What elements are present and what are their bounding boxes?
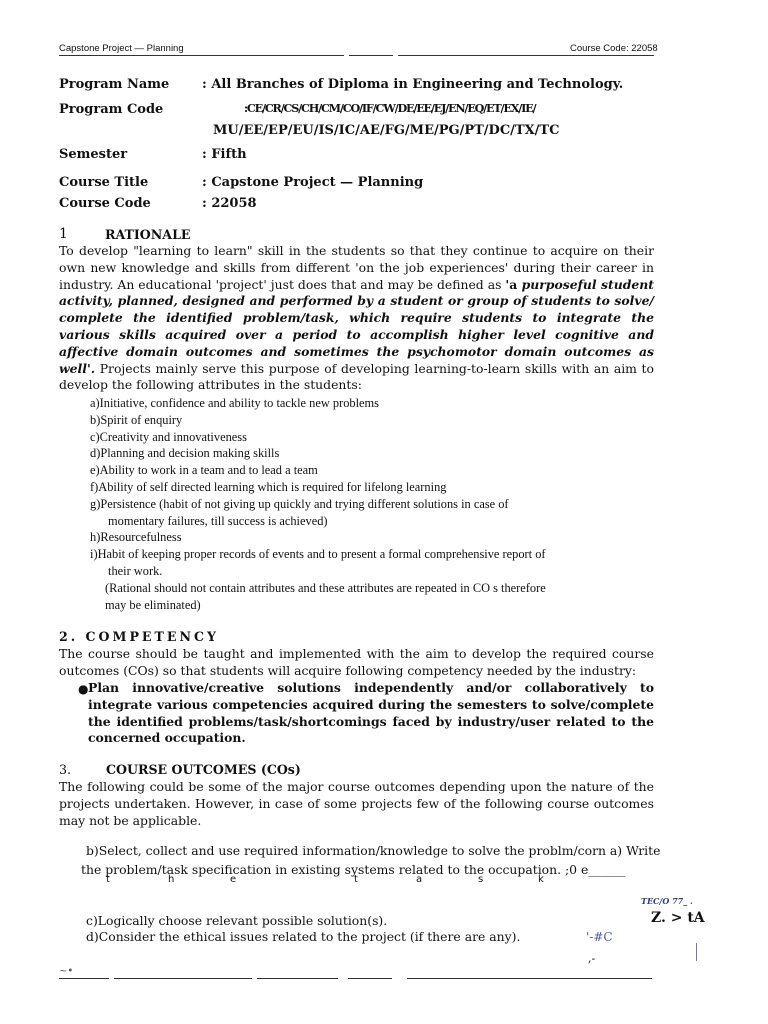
rationale-definition: purposeful student activity, planned, designed and performed by a student or group of students to solve/ complete the identified problem/task, which require students to integrate the various skills acquired over a period to accomplish higher level cognitive and affective domain outcomes and sometimes the psychomotor domain outcomes as well'. <box>59 276 654 376</box>
rationale-paragraph <box>59 243 654 394</box>
scatter-letter: s <box>478 874 484 885</box>
outcome-b-line1: b)Select, collect and use required information/knowledge to solve the problm/corn a) Write <box>86 843 661 858</box>
list-item-line: g)Persistence (habit of not giving up quickly and trying different solutions in case of <box>90 496 509 511</box>
rationale-intro: To develop "learning to learn" skill in the students so that they continue to acquire on their own new knowledge and skills from different 'on the job experiences' during their career in industry. An educational 'project' just does that and may be defined as <box>59 243 654 292</box>
list-item-line: i)Habit of keeping proper records of events and to present a formal comprehensive report of <box>90 547 546 562</box>
field-label-semester: Semester <box>59 147 128 162</box>
header-right: Course Code: 22058 <box>570 43 658 54</box>
field-label-course-title: Course Title <box>59 175 149 190</box>
list-item <box>90 546 650 580</box>
scan-artifact: Z. > tA <box>651 910 705 926</box>
section-heading-outcomes: COURSE OUTCOMES (COs) <box>106 762 301 777</box>
outcome-d: d)Consider the ethical issues related to the project (if there are any). <box>86 929 521 944</box>
rationale-outro: Projects mainly serve this purpose of developing learning-to-learn skills with an aim to develop the following attributes in the students: <box>59 360 654 393</box>
list-item: d)Planning and decision making skills <box>90 446 280 461</box>
scan-artifact: '-#C <box>586 930 613 944</box>
scatter-letter: t <box>106 874 110 885</box>
section-heading-competency: 2. COMPETENCY <box>59 629 220 644</box>
scan-artifact: TEC/O 77_ . <box>641 896 693 906</box>
section-heading-rationale: RATIONALE <box>105 227 191 242</box>
bullet-icon: ● <box>78 682 89 696</box>
scatter-letter: e <box>230 874 237 885</box>
list-item-line: their work. <box>108 563 163 578</box>
scatter-letter: k <box>538 874 544 885</box>
scatter-letter: h <box>168 874 175 885</box>
list-item: a)Initiative, confidence and ability to tackle new problems <box>90 396 380 410</box>
field-label-program-name: Program Name <box>59 77 170 92</box>
footer-rule <box>114 978 252 979</box>
header-rule <box>59 55 344 56</box>
outcome-c: c)Logically choose relevant possible solution(s). <box>86 913 388 928</box>
field-value-course-code: : 22058 <box>202 196 257 211</box>
field-value-course-title: : Capstone Project — Planning <box>202 175 424 190</box>
scan-artifact: ,- <box>588 952 596 965</box>
list-item-line: momentary failures, till success is achieved) <box>108 513 328 528</box>
attribute-list <box>90 395 650 613</box>
note-text: may be eliminated) <box>105 597 201 612</box>
outcomes-intro: The following could be some of the major course outcomes depending upon the nature of the projects undertaken. However, in case of some projects few of the following course outcomes may not be applicable. <box>59 779 654 828</box>
list-item: f)Ability of self directed learning which is required for lifelong learning <box>90 479 447 494</box>
scatter-letter: a <box>416 874 423 885</box>
rationale-def-open: 'a <box>505 276 522 292</box>
note-line <box>90 580 650 614</box>
footer-mark: ~• <box>59 966 74 977</box>
scatter-letter: t <box>354 874 358 885</box>
competency-statement: Plan innovative/creative solutions independently and/or collaboratively to integrate various competencies acquired during the semesters to solve/complete the identified problems/task/shortcomings faced by industry/user related to the concerned occupation. <box>88 680 654 746</box>
footer-rule <box>59 978 109 979</box>
footer-rule <box>257 978 338 979</box>
section-number-rationale: 1 <box>59 226 68 242</box>
field-value-program-code-cont: MU/EE/EP/EU/IS/IC/AE/FG/ME/PG/PT/DC/TX/TC <box>213 123 560 138</box>
list-item: b)Spirit of enquiry <box>90 412 183 427</box>
scan-mark <box>696 943 697 961</box>
outcome-b-line2: the problem/task specification in existing systems related to the occupation. ;0 e______ <box>81 862 626 877</box>
footer-rule <box>407 978 652 979</box>
header-rule <box>398 55 654 56</box>
header-rule <box>349 55 393 56</box>
footer-rule <box>348 978 392 979</box>
list-item: e)Ability to work in a team and to lead a team <box>90 463 318 478</box>
list-item <box>90 496 650 530</box>
list-item: h)Resourcefulness <box>90 530 182 545</box>
field-value-semester: : Fifth <box>202 147 247 162</box>
field-value-program-code: :CE/CR/CS/CH/CM/CO/IF/CW/DE/EE/EJ/EN/EQ/ET/EX/IE/ <box>244 101 536 115</box>
field-label-program-code: Program Code <box>59 102 164 117</box>
list-item: c)Creativity and innovativeness <box>90 429 247 444</box>
competency-intro: The course should be taught and implemented with the aim to develop the required course outcomes (COs) so that students will acquire following competency needed by the industry: <box>59 646 654 678</box>
note-text: (Rational should not contain attributes and these attributes are repeated in CO s therefore <box>105 580 546 595</box>
header-left: Capstone Project — Planning <box>59 43 184 54</box>
field-label-course-code: Course Code <box>59 196 151 211</box>
field-value-program-name: : All Branches of Diploma in Engineering and Technology. <box>202 77 624 92</box>
section-number-outcomes: 3. <box>59 762 72 777</box>
